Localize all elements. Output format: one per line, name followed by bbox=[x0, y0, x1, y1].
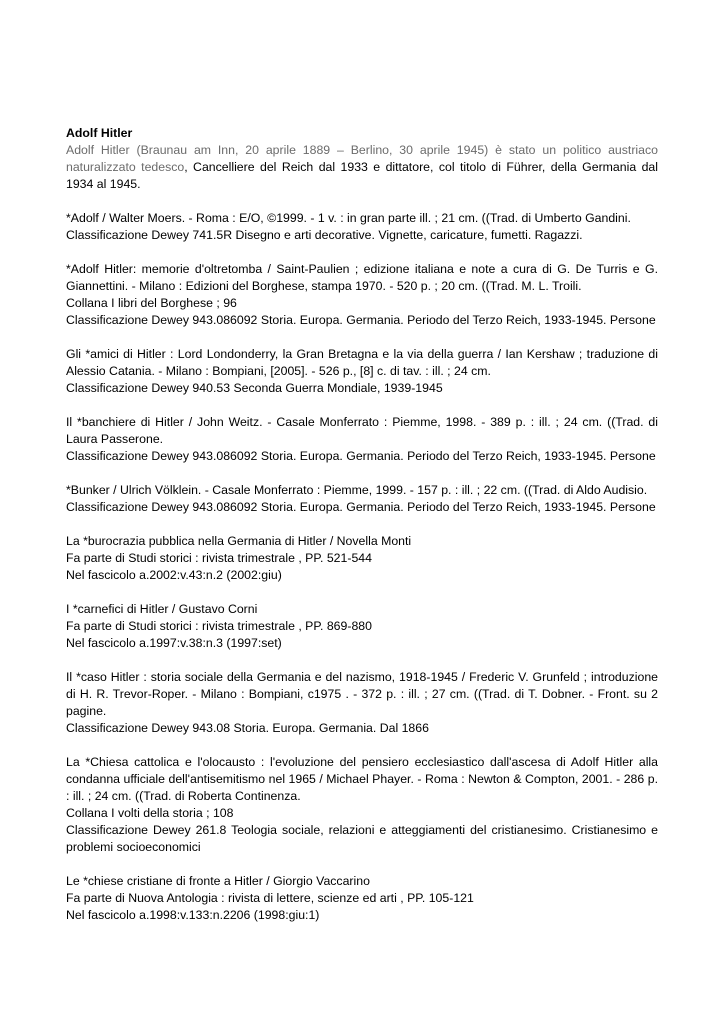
entry-line: Nel fascicolo a.2002:v.43:n.2 (2002:giu) bbox=[66, 568, 282, 582]
entry-line: *Adolf Hitler: memorie d'oltretomba / Saint-Paulien ; edizione italiana e note a cura di G. De Turris e G. Giannettini. - Milano : Edizioni del Borghese, stampa 1970. - 520 p. ; 20 cm. ((Trad. M. L. Troili. bbox=[66, 262, 658, 293]
entry-line: I *carnefici di Hitler / Gustavo Corni bbox=[66, 602, 258, 616]
entry-line: *Adolf / Walter Moers. - Roma : E/O, ©1999. - 1 v. : in gran parte ill. ; 21 cm. ((Trad. di Umberto Gandini. bbox=[66, 211, 631, 225]
intro-lead: Adolf Hitler (Braunau am Inn, 20 aprile 1889 – Berlino, 30 aprile 1945) è stato un politico austriaco naturalizzato tedesco bbox=[66, 143, 658, 174]
entry-line: Classificazione Dewey 940.53 Seconda Guerra Mondiale, 1939-1945 bbox=[66, 381, 443, 395]
bibliography-entry bbox=[66, 210, 658, 244]
entry-line: Nel fascicolo a.1997:v.38:n.3 (1997:set) bbox=[66, 636, 282, 650]
entry-line: Classificazione Dewey 261.8 Teologia sociale, relazioni e atteggiamenti del cristianesimo. Cristianesimo e problemi socioeconomici bbox=[66, 823, 658, 854]
entry-line: *Bunker / Ulrich Völklein. - Casale Monferrato : Piemme, 1999. - 157 p. : ill. ; 22 cm. ((Trad. di Aldo Audisio. bbox=[66, 483, 648, 497]
intro-rest: , Cancelliere del Reich dal 1933 e dittatore, col titolo di Führer, della Germania dal 1934 al 1945. bbox=[66, 160, 658, 191]
entry-line: Collana I volti della storia ; 108 bbox=[66, 806, 234, 820]
entry-line: Classificazione Dewey 943.086092 Storia. Europa. Germania. Periodo del Terzo Reich, 1933-1945. Persone bbox=[66, 500, 656, 514]
entry-line: Fa parte di Nuova Antologia : rivista di lettere, scienze ed arti , PP. 105-121 bbox=[66, 891, 474, 905]
entry-line: La *burocrazia pubblica nella Germania di Hitler / Novella Monti bbox=[66, 534, 412, 548]
entry-line: Le *chiese cristiane di fronte a Hitler / Giorgio Vaccarino bbox=[66, 874, 370, 888]
bibliography-entry bbox=[66, 601, 658, 652]
entry-line: Classificazione Dewey 741.5R Disegno e arti decorative. Vignette, caricature, fumetti. Ragazzi. bbox=[66, 228, 583, 242]
intro-paragraph bbox=[66, 142, 658, 193]
entry-line: Fa parte di Studi storici : rivista trimestrale , PP. 869-880 bbox=[66, 619, 372, 633]
entry-line: La *Chiesa cattolica e l'olocausto : l'evoluzione del pensiero ecclesiastico dall'ascesa di Adolf Hitler alla condanna ufficiale dell'antisemitismo nel 1965 / Michael Phayer. - Roma : Newton & Compton, 2001. - 286 p. : ill. ; 24 cm. ((Trad. di Roberta Continenza. bbox=[66, 755, 658, 803]
entry-line: Classificazione Dewey 943.086092 Storia. Europa. Germania. Periodo del Terzo Reich, 1933-1945. Persone bbox=[66, 449, 656, 463]
entry-line: Fa parte di Studi storici : rivista trimestrale , PP. 521-544 bbox=[66, 551, 372, 565]
entry-line: Il *caso Hitler : storia sociale della Germania e del nazismo, 1918-1945 / Frederic V. Grunfeld ; introduzione di H. R. Trevor-Roper. - Milano : Bompiani, c1975 . - 372 p. : ill. ; 27 cm. ((Trad. di T. Dobner. - Front. su 2 pagine. bbox=[66, 670, 658, 718]
document-page bbox=[66, 125, 658, 941]
bibliography-entry bbox=[66, 533, 658, 584]
bibliography-entry bbox=[66, 754, 658, 856]
entry-line: Classificazione Dewey 943.08 Storia. Europa. Germania. Dal 1866 bbox=[66, 721, 429, 735]
entry-line: Classificazione Dewey 943.086092 Storia. Europa. Germania. Periodo del Terzo Reich, 1933-1945. Persone bbox=[66, 313, 656, 327]
entry-line: Collana I libri del Borghese ; 96 bbox=[66, 296, 237, 310]
entry-line: Gli *amici di Hitler : Lord Londonderry, la Gran Bretagna e la via della guerra / Ian Kershaw ; traduzione di Alessio Catania. - Milano : Bompiani, [2005]. - 526 p., [8] c. di tav. : ill. ; 24 cm. bbox=[66, 347, 658, 378]
bibliography-entry bbox=[66, 261, 658, 329]
document-title: Adolf Hitler bbox=[66, 126, 133, 140]
bibliography-entry bbox=[66, 669, 658, 737]
entry-line: Nel fascicolo a.1998:v.133:n.2206 (1998:giu:1) bbox=[66, 908, 320, 922]
bibliography-entry bbox=[66, 346, 658, 397]
bibliography-list bbox=[66, 210, 658, 924]
bibliography-entry bbox=[66, 873, 658, 924]
bibliography-entry bbox=[66, 414, 658, 465]
entry-line: Il *banchiere di Hitler / John Weitz. - Casale Monferrato : Piemme, 1998. - 389 p. : ill. ; 24 cm. ((Trad. di Laura Passerone. bbox=[66, 415, 658, 446]
bibliography-entry bbox=[66, 482, 658, 516]
